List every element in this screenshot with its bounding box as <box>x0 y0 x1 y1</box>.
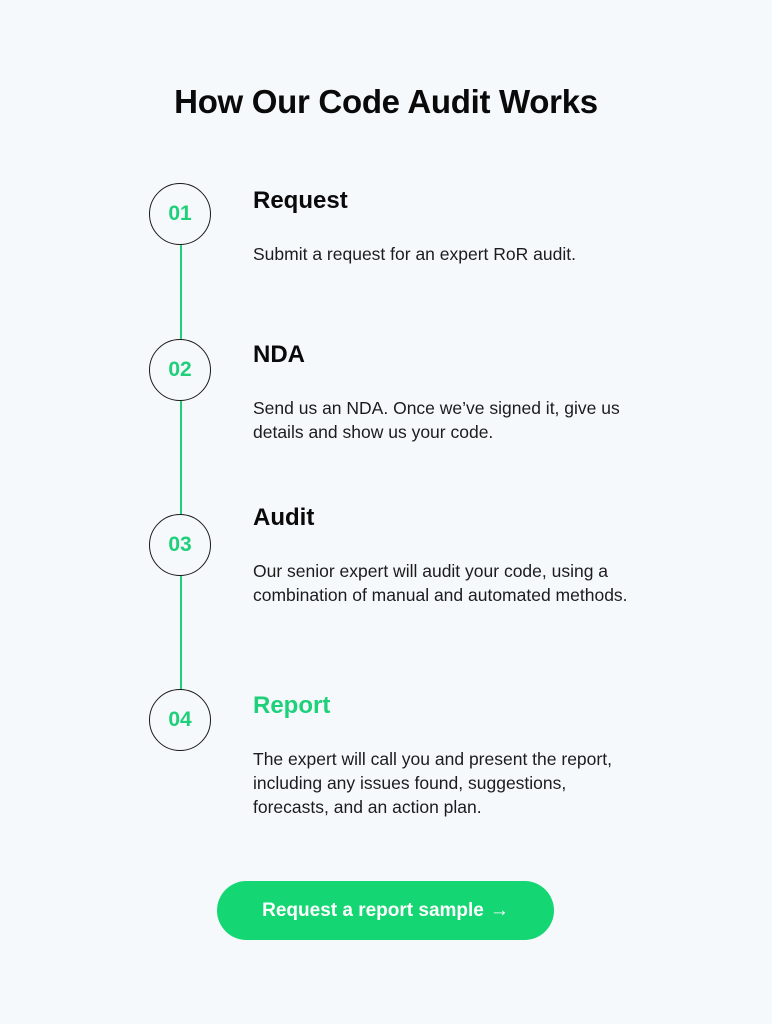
step-3-title: Audit <box>253 504 315 531</box>
step-4-number: 04 <box>168 708 192 731</box>
step-3-description: Our senior expert will audit your code, using a combination of manual and automated methods. <box>253 561 628 605</box>
timeline-connector <box>180 214 182 720</box>
step-2-description: Send us an NDA. Once we’ve signed it, give us details and show us your code. <box>253 398 620 442</box>
step-1-description: Submit a request for an expert RoR audit. <box>253 244 576 264</box>
step-2-title: NDA <box>253 341 305 368</box>
step-3-circle <box>149 514 211 576</box>
step-1-circle <box>149 183 211 245</box>
step-3-number: 03 <box>168 533 192 556</box>
step-4-circle <box>149 689 211 751</box>
cta-label: Request a report sample <box>262 899 484 921</box>
step-1-title: Request <box>253 187 348 214</box>
step-2-number: 02 <box>168 358 192 381</box>
step-1-number: 01 <box>168 202 192 225</box>
step-4-title: Report <box>253 692 331 719</box>
arrow-right-icon: → <box>489 900 509 921</box>
page-title: How Our Code Audit Works <box>174 83 598 120</box>
request-report-sample-button[interactable] <box>217 881 554 940</box>
step-4-description: The expert will call you and present the report, including any issues found, suggestions, forecasts, and an action plan. <box>253 749 612 817</box>
step-2-circle <box>149 339 211 401</box>
